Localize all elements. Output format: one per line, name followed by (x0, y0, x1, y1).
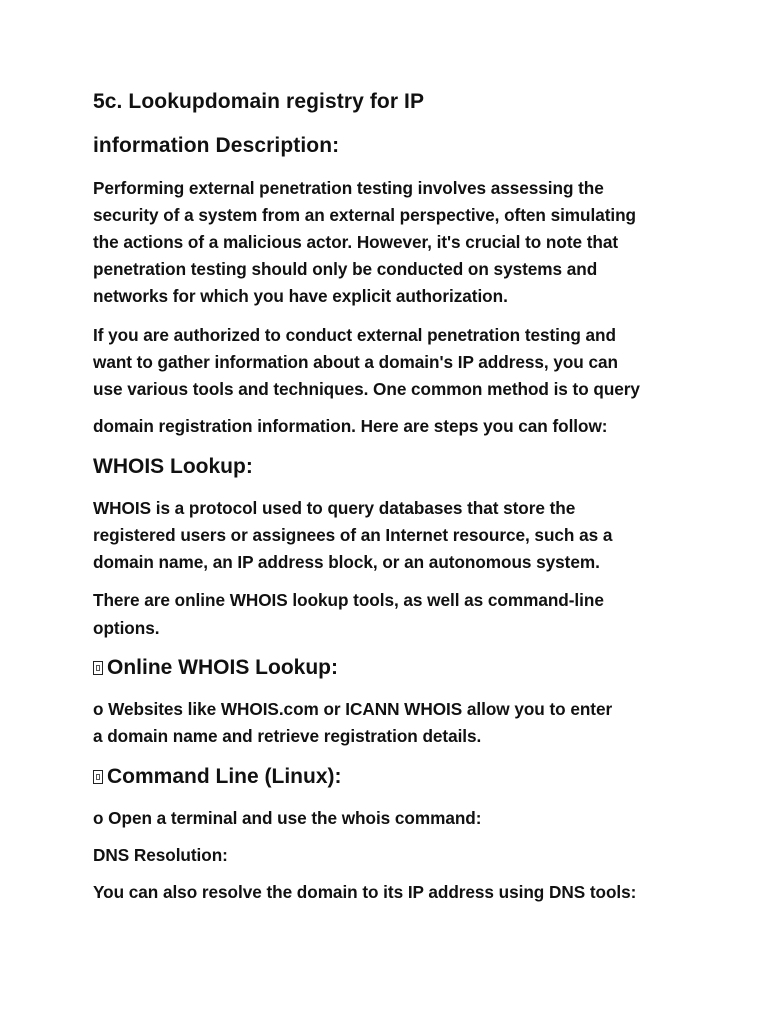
cli-bullet-line: o Open a terminal and use the whois command: (93, 808, 482, 828)
online-whois-heading-text: Online WHOIS Lookup: (107, 656, 338, 679)
page-title-line-2: information Description: (93, 134, 340, 157)
authorized-paragraph-line: If you are authorized to conduct external penetration testing and (93, 325, 616, 345)
whois-paragraph-line: registered users or assignees of an Internet resource, such as a (93, 525, 613, 545)
intro-paragraph-line: security of a system from an external perspective, often simulating (93, 205, 637, 225)
authorized-paragraph-line: use various tools and techniques. One common method is to query (93, 379, 640, 399)
dns-paragraph-line: You can also resolve the domain to its IP address using DNS tools: (93, 882, 637, 902)
tools-paragraph-line: options. (93, 618, 160, 638)
authorized-paragraph-line: want to gather information about a domain's IP address, you can (93, 352, 618, 372)
command-line-heading-text: Command Line (Linux): (107, 765, 342, 788)
whois-paragraph-line: WHOIS is a protocol used to query databases that store the (93, 498, 576, 518)
online-bullet-line: a domain name and retrieve registration details. (93, 726, 482, 746)
tools-paragraph-line: There are online WHOIS lookup tools, as well as command-line (93, 590, 604, 610)
command-line-heading (93, 765, 342, 789)
dns-heading: DNS Resolution: (93, 845, 228, 865)
online-whois-heading (93, 656, 338, 680)
whois-paragraph-line: domain name, an IP address block, or an autonomous system. (93, 552, 600, 572)
intro-paragraph-line: the actions of a malicious actor. However, it's crucial to note that (93, 232, 619, 252)
intro-paragraph-line: penetration testing should only be conducted on systems and (93, 259, 598, 279)
whois-heading: WHOIS Lookup: (93, 455, 253, 478)
intro-paragraph-line: Performing external penetration testing involves assessing the (93, 178, 604, 198)
online-bullet-line: o Websites like WHOIS.com or ICANN WHOIS allow you to enter (93, 699, 613, 719)
missing-glyph-icon (93, 770, 103, 784)
missing-glyph-icon (93, 661, 103, 675)
intro-paragraph-line: networks for which you have explicit authorization. (93, 286, 508, 306)
page-title-line-1: 5c. Lookupdomain registry for IP (93, 90, 425, 113)
steps-line: domain registration information. Here are steps you can follow: (93, 416, 608, 436)
